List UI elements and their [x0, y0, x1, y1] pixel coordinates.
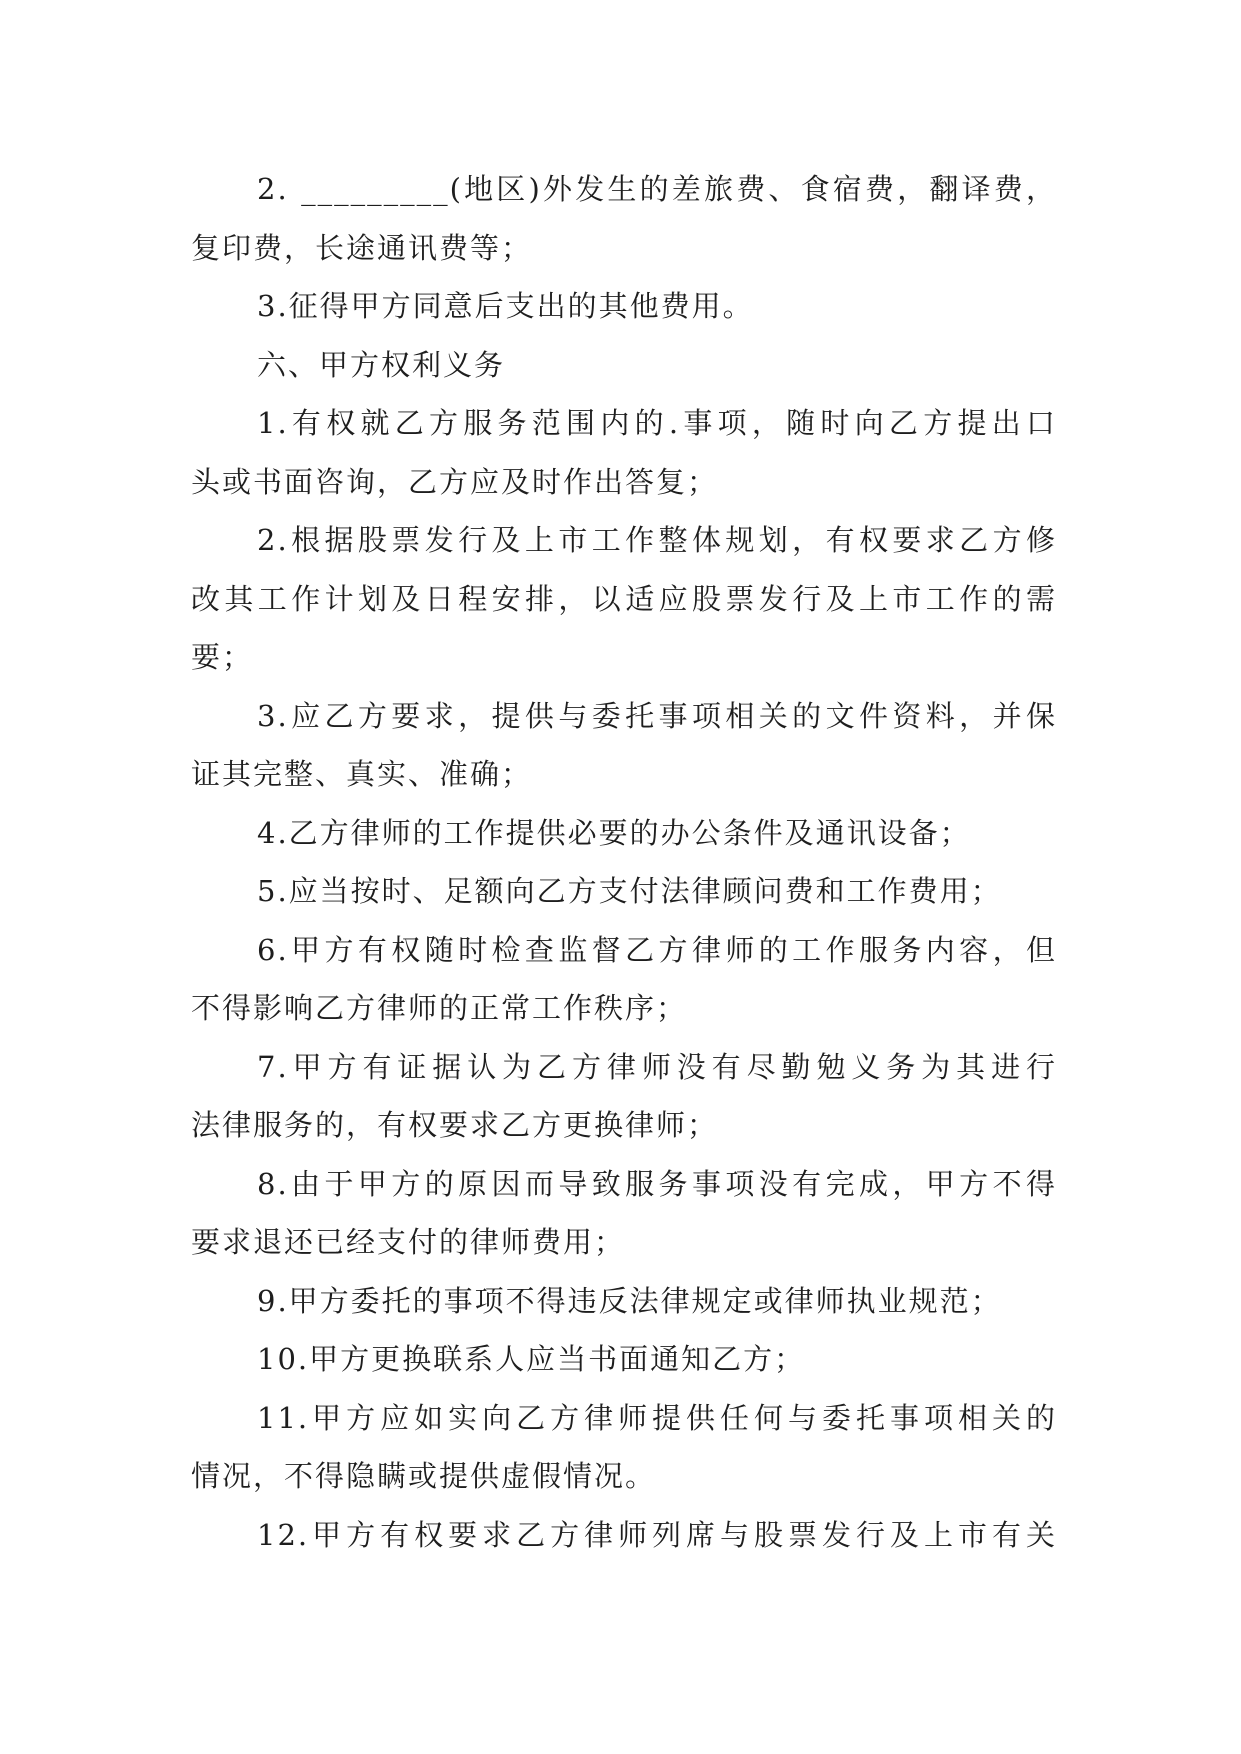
paragraph [191, 1155, 1057, 1272]
paragraph-line: 2.根据股票发行及上市工作整体规划，有权要求乙方修 [257, 523, 1057, 557]
paragraph-line: 3.征得甲方同意后支出的其他费用。 [257, 289, 754, 323]
paragraph-line: 改其工作计划及日程安排，以适应股票发行及上市工作的需 [191, 581, 1057, 616]
paragraph [191, 921, 1057, 1038]
section-list [191, 394, 1057, 1564]
paragraph [191, 1330, 1057, 1389]
paragraph [191, 511, 1057, 687]
paragraph-line: 要； [191, 640, 254, 674]
paragraph-line: 要求退还已经支付的律师费用； [191, 1225, 626, 1259]
paragraph-line: 5.应当按时、足额向乙方支付法律顾问费和工作费用； [257, 874, 1002, 908]
paragraph-line: 3.应乙方要求，提供与委托事项相关的文件资料，并保 [257, 698, 1057, 733]
paragraph-line: 12.甲方有权要求乙方律师列席与股票发行及上市有关 [257, 1517, 1057, 1552]
paragraph [191, 687, 1057, 804]
paragraph [191, 1389, 1057, 1506]
paragraph [191, 804, 1057, 863]
paragraph-line: 11.甲方应如实向乙方律师提供任何与委托事项相关的 [257, 1400, 1057, 1435]
paragraph-line: 8.由于甲方的原因而导致服务事项没有完成，甲方不得 [257, 1166, 1057, 1201]
paragraph-line: 9.甲方委托的事项不得违反法律规定或律师执业规范； [257, 1283, 1002, 1318]
paragraph-line: 7.甲方有证据认为乙方律师没有尽勤勉义务为其进行 [257, 1049, 1057, 1084]
paragraph-line: 不得影响乙方律师的正常工作秩序； [191, 991, 688, 1025]
paragraph-line: 法律服务的，有权要求乙方更换律师； [191, 1108, 719, 1142]
paragraph-line: 证其完整、真实、准确； [191, 757, 533, 791]
paragraph-line: 情况，不得隐瞒或提供虚假情况。 [191, 1459, 657, 1493]
continued-list [191, 160, 1057, 336]
paragraph-line: 1.有权就乙方服务范围内的.事项，随时向乙方提出口 [257, 406, 1057, 440]
section-heading: 六、甲方权利义务 [257, 347, 506, 382]
paragraph-line: 2. _________(地区)外发生的差旅费、食宿费，翻译费， [257, 172, 1057, 206]
paragraph [191, 394, 1057, 511]
paragraph [191, 1506, 1057, 1565]
paragraph [191, 1272, 1057, 1331]
paragraph-line: 复印费，长途通讯费等； [191, 230, 533, 265]
paragraph [191, 1038, 1057, 1155]
paragraph [191, 862, 1057, 921]
paragraph [191, 277, 1057, 336]
paragraph-line: 4.乙方律师的工作提供必要的办公条件及通讯设备； [257, 815, 971, 850]
paragraph-line: 6.甲方有权随时检查监督乙方律师的工作服务内容，但 [257, 932, 1057, 967]
paragraph-line: 头或书面咨询，乙方应及时作出答复； [191, 464, 719, 499]
paragraph-line: 10.甲方更换联系人应当书面通知乙方； [257, 1342, 806, 1376]
paragraph [191, 160, 1057, 277]
